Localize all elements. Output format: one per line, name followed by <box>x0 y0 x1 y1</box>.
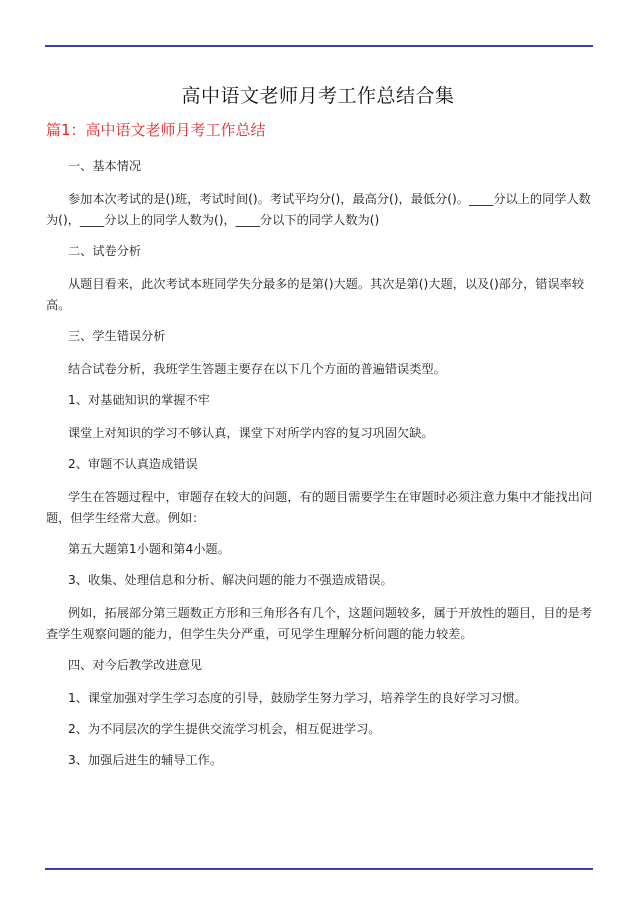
paragraph-error-analysis: 结合试卷分析，我班学生答题主要存在以下几个方面的普遍错误类型。 <box>68 362 446 376</box>
document-body <box>46 156 594 781</box>
header-rule <box>45 45 593 47</box>
paragraph-improvement-1: 1、课堂加强对学生学习态度的引导，鼓励学生努力学习，培养学生的良好学习习惯。 <box>68 691 527 705</box>
paragraph-basic-info: 参加本次考试的是()班，考试时间()。考试平均分()，最高分()，最低分()。____分以上的同学人数为()，____分以上的同学人数为()，____分以下的同学人数为() <box>46 192 591 227</box>
paragraph-paper-analysis: 从题目看来，此次考试本班同学失分最多的是第()大题。其次是第()大题，以及()部分，错误率较高。 <box>46 277 585 312</box>
heading-improvement: 四、对今后教学改进意见 <box>68 658 203 672</box>
subheading-basic-knowledge: 1、对基础知识的掌握不牢 <box>68 393 210 407</box>
heading-error-analysis: 三、学生错误分析 <box>68 329 166 343</box>
paragraph-improvement-3: 3、加强后进生的辅导工作。 <box>68 753 223 767</box>
paragraph-careless-reading: 学生在答题过程中，审题存在较大的问题，有的题目需要学生在审题时必须注意力集中才能找出问题，但学生经常大意。例如： <box>46 490 593 525</box>
paragraph-example-questions: 第五大题第1小题和第4小题。 <box>68 542 230 556</box>
footer-rule <box>45 868 593 870</box>
paragraph-basic-knowledge: 课堂上对知识的学习不够认真，课堂下对所学内容的复习巩固欠缺。 <box>68 426 434 440</box>
paragraph-improvement-2: 2、为不同层次的学生提供交流学习机会，相互促进学习。 <box>68 722 381 736</box>
heading-paper-analysis: 二、试卷分析 <box>68 244 142 258</box>
heading-basic-info: 一、基本情况 <box>68 159 142 173</box>
paragraph-problem-solving: 例如，拓展部分第三题数正方形和三角形各有几个，这题问题较多，属于开放性的题目，目的是考查学生观察问题的能力，但学生失分严重，可见学生理解分析问题的能力较差。 <box>46 606 593 641</box>
document-title: 高中语文老师月考工作总结合集 <box>181 85 455 107</box>
subheading-problem-solving: 3、收集、处理信息和分析、解决问题的能力不强造成错误。 <box>68 573 393 587</box>
section-title: 篇1：高中语文老师月考工作总结 <box>46 121 266 139</box>
subheading-careless-reading: 2、审题不认真造成错误 <box>68 457 198 471</box>
